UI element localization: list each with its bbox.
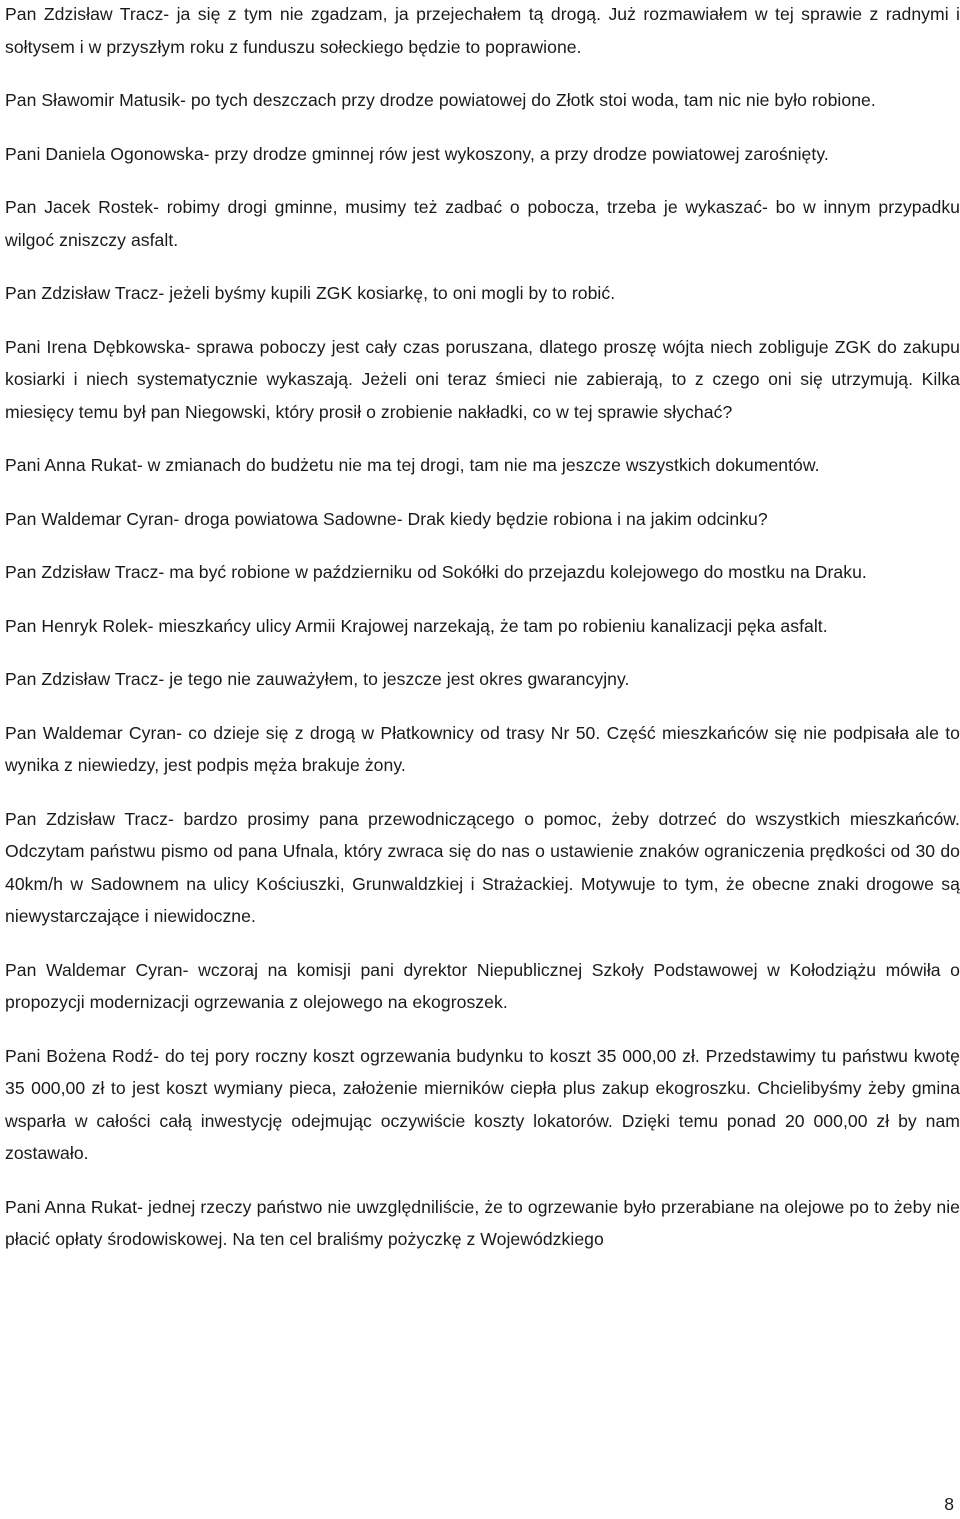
page-number: 8 [944,1494,954,1514]
paragraph: Pani Anna Rukat- w zmianach do budżetu nie ma tej drogi, tam nie ma jeszcze wszystkich dokumentów. [5,455,820,475]
paragraph: Pan Waldemar Cyran- droga powiatowa Sadowne- Drak kiedy będzie robiona i na jakim odcinku? [5,508,768,529]
paragraph: Pan Zdzisław Tracz- bardzo prosimy pana przewodniczącego o pomoc, żeby dotrzeć do wszystkich mieszkańców. Odczytam państwu pismo od pana Ufnala, który zwraca się do nas o ustawienie znaków ograniczenia prędkości od 30 do 40km/h w Sadownem na ulicy Kościuszki, Grunwaldzkiej i Strażackiej. Motywuje to tym, że obecne znaki drogowe są niewystarczające i niewidoczne. [5,808,960,926]
paragraph: Pan Zdzisław Tracz- ja się z tym nie zgadzam, ja przejechałem tą drogą. Już rozmawiałem w tej sprawie z radnymi i sołtysem i w przyszłym roku z funduszu sołeckiego będzie to poprawione. [5,4,960,57]
paragraph: Pan Sławomir Matusik- po tych deszczach przy drodze powiatowej do Złotk stoi woda, tam nic nie było robione. [5,90,876,110]
paragraph: Pani Irena Dębkowska- sprawa poboczy jest cały czas poruszana, dlatego proszę wójta niech zobliguje ZGK do zakupu kosiarki i niech systematycznie wykaszają. Jeżeli oni teraz śmieci nie zabierają, to z czego oni się utrzymują. Kilka miesięcy temu był pan Niegowski, który prosił o zrobienie nakładki, co w tej sprawie słychać? [5,336,960,422]
paragraph: Pan Zdzisław Tracz- je tego nie zauważyłem, to jeszcze jest okres gwarancyjny. [5,669,630,689]
paragraph: Pan Henryk Rolek- mieszkańcy ulicy Armii Krajowej narzekają, że tam po robieniu kanalizacji pęka asfalt. [5,615,828,636]
paragraph: Pan Waldemar Cyran- wczoraj na komisji pani dyrektor Niepublicznej Szkoły Podstawowej w Kołodziążu mówiła o propozycji modernizacji ogrzewania z olejowego na ekogroszek. [5,959,960,1012]
paragraph: Pan Jacek Rostek- robimy drogi gminne, musimy też zadbać o pobocza, trzeba je wykaszać- bo w innym przypadku wilgoć zniszczy asfalt. [5,197,960,250]
paragraph: Pan Waldemar Cyran- co dzieje się z drogą w Płatkownicy od trasy Nr 50. Część mieszkańców się nie podpisała ale to wynika z niewiedzy, jest podpis męża brakuje żony. [5,722,960,775]
paragraph: Pan Zdzisław Tracz- ma być robione w październiku od Sokółki do przejazdu kolejowego do mostku na Draku. [5,562,867,582]
paragraph: Pan Zdzisław Tracz- jeżeli byśmy kupili ZGK kosiarkę, to oni mogli by to robić. [5,283,616,303]
paragraph: Pani Daniela Ogonowska- przy drodze gminnej rów jest wykoszony, a przy drodze powiatowej zarośnięty. [5,143,829,164]
paragraph: Pani Bożena Rodź- do tej pory roczny koszt ogrzewania budynku to koszt 35 000,00 zł. Przedstawimy tu państwu kwotę 35 000,00 zł to jest koszt wymiany pieca, założenie mierników ciepła plus zakup ekogroszku. Chcielibyśmy żeby gmina wsparła w całości całą inwestycję odejmując oczywiście koszty lokatorów. Dzięki temu ponad 20 000,00 zł by nam zostawało. [5,1045,960,1163]
paragraph: Pani Anna Rukat- jednej rzeczy państwo nie uwzględniliście, że to ogrzewanie było przerabiane na olejowe po to żeby nie płacić opłaty środowiskowej. Na ten cel braliśmy pożyczkę z Wojewódzkiego [5,1196,960,1249]
document-page [5,0,960,1277]
